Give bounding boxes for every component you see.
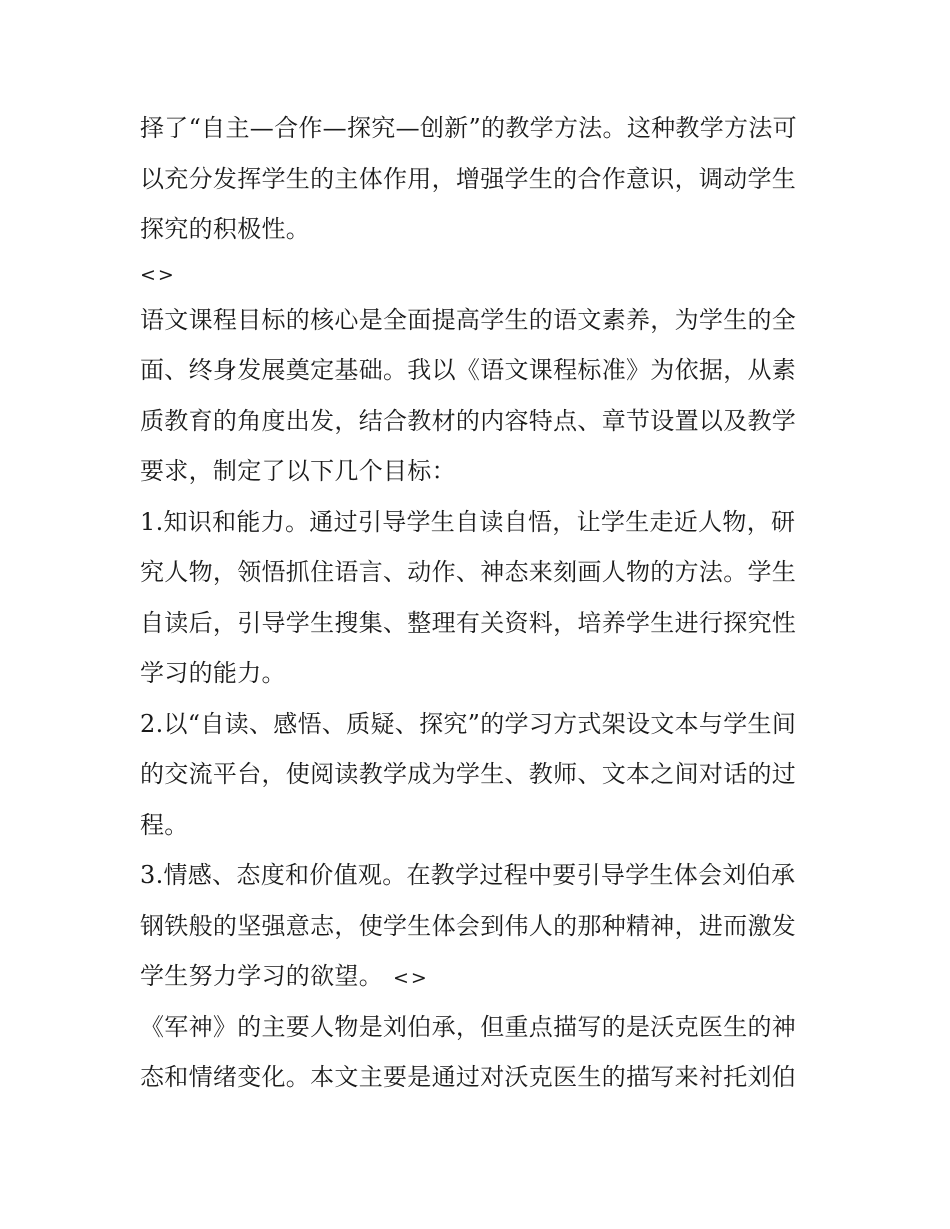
text-line: 自读后，引导学生搜集、整理有关资料，培养学生进行探究性 xyxy=(140,608,797,637)
text-line: 《军神》的主要人物是刘伯承，但重点描写的是沃克医生的神 xyxy=(140,1012,797,1041)
text-line: 语文课程目标的核心是全面提高学生的语文素养，为学生的全 xyxy=(140,305,797,334)
text-line: 究人物，领悟抓住语言、动作、神态来刻画人物的方法。学生 xyxy=(140,558,797,586)
text-line: 学习的能力。 xyxy=(140,659,286,687)
text-line: 面、终身发展奠定基础。我以《语文课程标准》为依据，从素 xyxy=(140,356,797,384)
text-line: 的交流平台，使阅读教学成为学生、教师、文本之间对话的过 xyxy=(140,760,797,788)
section-marker: <> xyxy=(393,967,429,989)
text-line: 2.以“自读、感悟、质疑、探究”的学习方式架设文本与学生间 xyxy=(140,709,797,738)
text-line-with-marker xyxy=(140,951,820,1002)
document-page xyxy=(140,103,820,1103)
text-line: 要求，制定了以下几个目标： xyxy=(140,457,456,485)
text-line: 学生努力学习的欲望。 xyxy=(140,962,383,990)
text-line: 质教育的角度出发，结合教材的内容特点、章节设置以及教学 xyxy=(140,406,797,435)
section-marker: <> xyxy=(140,263,176,286)
text-line: 态和情绪变化。本文主要是通过对沃克医生的描写来衬托刘伯 xyxy=(140,1063,797,1091)
text-line: 以充分发挥学生的主体作用，增强学生的合作意识，调动学生 xyxy=(140,164,797,193)
text-line: 程。 xyxy=(140,810,189,839)
text-line: 探究的积极性。 xyxy=(140,215,311,243)
text-line: 3.情感、态度和价值观。在教学过程中要引导学生体会刘伯承 xyxy=(140,861,796,889)
text-line: 钢铁般的坚强意志，使学生体会到伟人的那种精神，进而激发 xyxy=(140,911,797,940)
text-line: 1.知识和能力。通过引导学生自读自悟，让学生走近人物，研 xyxy=(140,507,796,536)
text-line: 择了“自主—合作—探究—创新”的教学方法。这种教学方法可 xyxy=(140,114,797,142)
